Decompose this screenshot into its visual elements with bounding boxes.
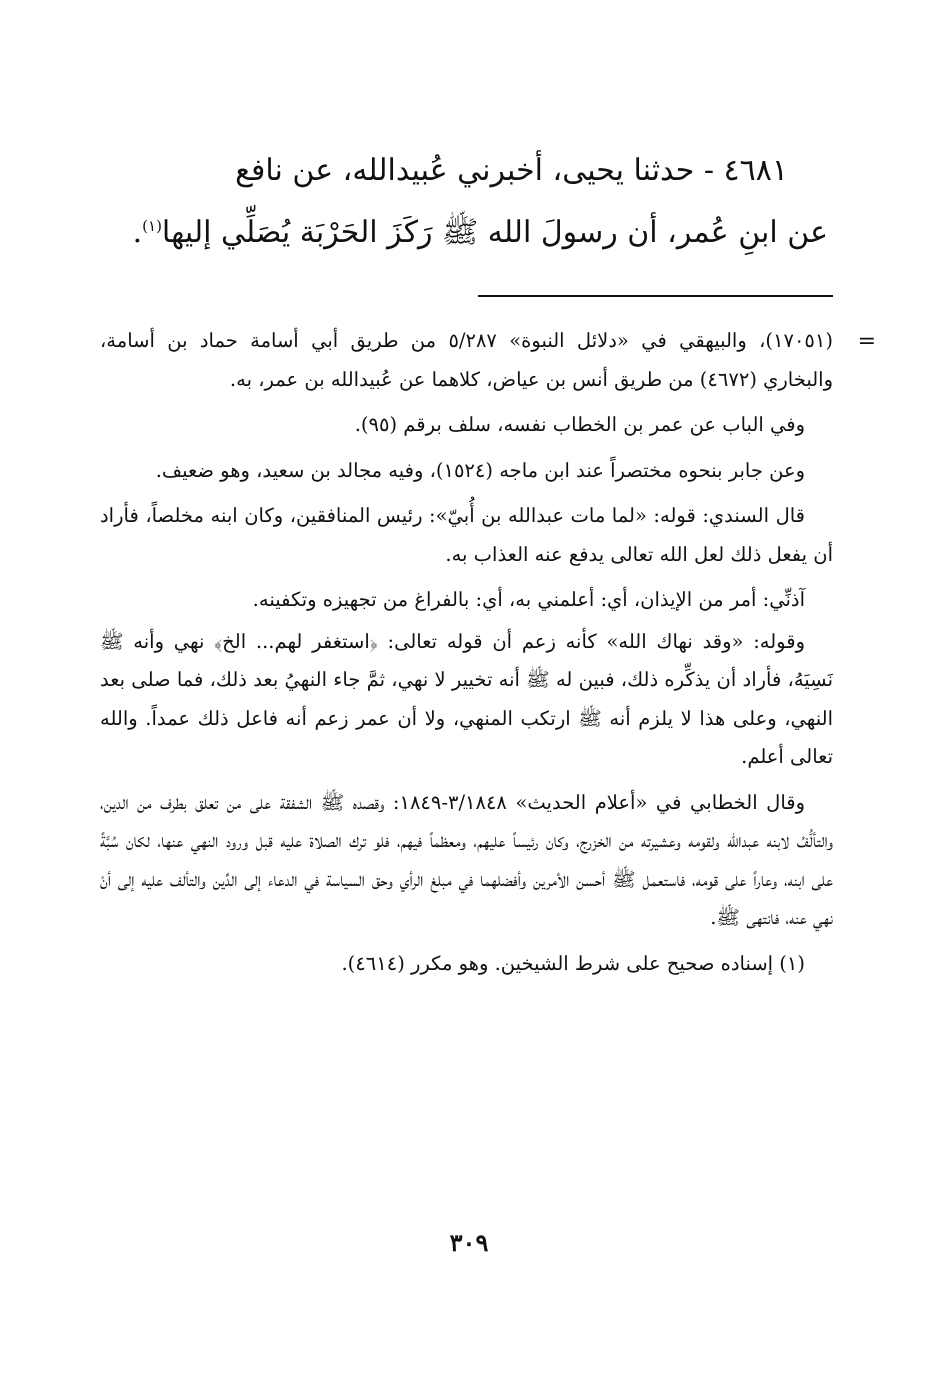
note-paragraph: آذنِّي: أمر من الإيذان، أي: أعلمني به، أي: بالفراغ من تجهيزه وتكفينه.	[252, 588, 805, 611]
hadith-line-1: ٤٦٨١ - حدثنا يحيى، أخبرني عُبيدالله، عن نافع	[235, 153, 788, 188]
hadith-line-2-text: عن ابنِ عُمر، أن رسولَ الله ﷺ رَكَزَ الحَرْبَة يُصَلِّي إليها	[161, 215, 828, 250]
footnote-marker: (١)	[142, 217, 162, 235]
note-paragraph: وفي الباب عن عمر بن الخطاب نفسه، سلف برقم (٩٥).	[354, 413, 805, 436]
note-paragraph: وعن جابر بنحوه مختصراً عند ابن ماجه (١٥٢٤)، وفيه مجالد بن سعيد، وهو ضعيف.	[155, 458, 805, 482]
footnote-1: (١) إسناده صحيح على شرط الشيخين. وهو مكرر (٤٦١٤).	[341, 951, 805, 975]
footnote-divider	[478, 295, 833, 297]
footnotes	[100, 322, 833, 990]
hadith-text	[130, 140, 828, 264]
hadith-line-2: عن ابنِ عُمر، أن رسولَ الله ﷺ رَكَزَ الحَرْبَة يُصَلِّي إليها$^{(١)}$.	[132, 215, 828, 250]
note-paragraph: (١٧٠٥١)، والبيهقي في «دلائل النبوة» ٥/٢٨٧ من طريق أبي أسامة حماد بن أسامة، والبخاري (٤٦٧٢) من طريق أنس بن عياض، كلاهما عن عُبيدالله بن عمر، به.	[100, 329, 833, 391]
note-paragraph: وقال الخطابي في «أعلام الحديث» ٣/١٨٤٨-١٨٤٩: وقصده ﷺ الشفقة على من تعلق بطرف من الدين، والتألُّفُ لابنه عبدالله ولقومه وعشيرته من الخزرج، وكان رئيساً عليهم، ومعظماً فيهم، فلو ترك الصلاة عليه قبل ورود النهي عنها، لكان سُبَّةً على ابنه، وعاراً على قومه، فاستعمل ﷺ أحسن الأمرين وأفضلهما في مبلغ الرأي وحق السياسة في الدعاء إلى الدِّين والتألف عليه إلى أنْ نهي عنه، فانتهى ﷺ.	[100, 790, 833, 929]
note-paragraph: وقوله: «وقد نهاك الله» كأنه زعم أن قوله تعالى: ﴿استغفر لهم... الخ﴾ نهي وأنه ﷺ نَسِيَهُ، فأراد أن يذكِّره ذلك، فبين له ﷺ أنه تخيير لا نهي، ثمَّ جاء النهيُ بعد ذلك، فما صلى بعد النهي، وعلى هذا لا يلزم أنه ﷺ ارتكب المنهي، ولا أن عمر زعم أنه فاعل ذلك عمداً. والله تعالى أعلم.	[100, 629, 833, 768]
continuation-mark: =	[857, 329, 876, 354]
note-paragraph: قال السندي: قوله: «لما مات عبدالله بن أُبيّ»: رئيس المنافقين، وكان ابنه مخلصاً، فأراد أن يفعل ذلك لعل الله تعالى يدفع عنه العذاب به.	[100, 504, 833, 566]
page-number: ٣٠٩	[449, 1228, 489, 1257]
